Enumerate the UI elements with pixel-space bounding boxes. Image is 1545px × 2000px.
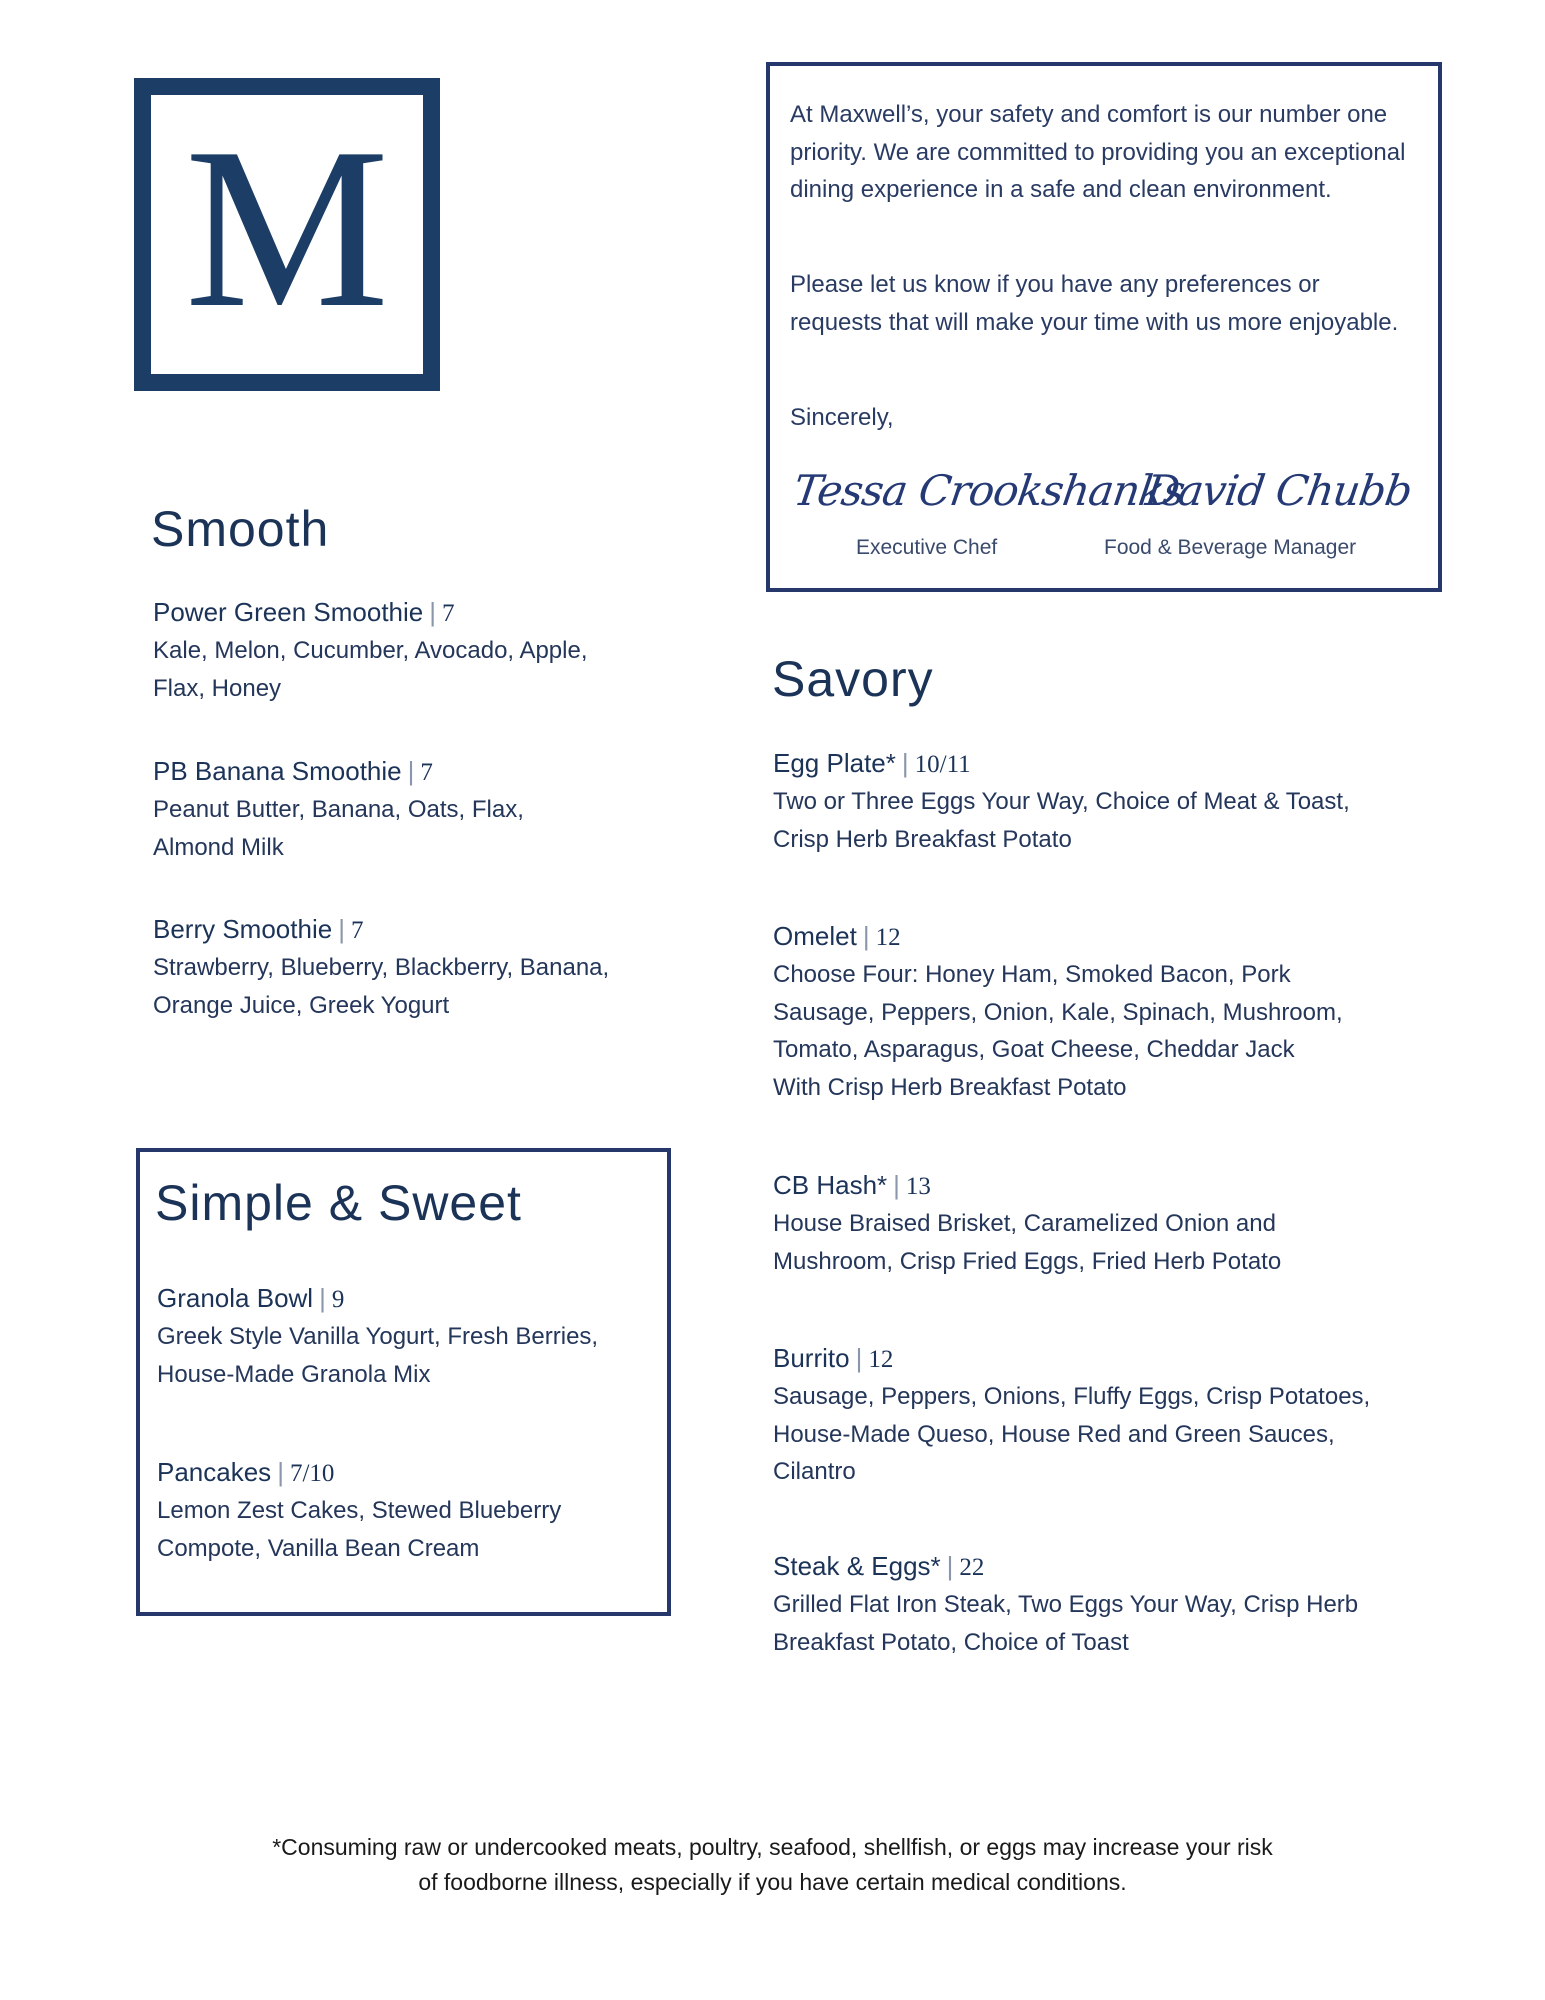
item-desc-line: Crisp Herb Breakfast Potato (773, 825, 1072, 853)
item-price: 7/10 (289, 1460, 335, 1487)
item-desc-line: Two or Three Eggs Your Way, Choice of Meat & Toast, (773, 788, 1350, 815)
item-desc-line: House-Made Queso, House Red and Green Sauces, (773, 1420, 1335, 1448)
food-safety-disclaimer (180, 1830, 1365, 1900)
item-name: PB Banana Smoothie (153, 756, 402, 786)
menu-item: CB Hash* | 13 House Braised Brisket, Caramelized Onion and Mushroom, Crisp Fried Eggs, Fried Herb Potato (773, 1167, 1281, 1280)
menu-item: Pancakes | 7/10 Lemon Zest Cakes, Stewed Blueberry Compote, Vanilla Bean Cream (157, 1454, 561, 1567)
menu-item: Egg Plate* | 10/11 Two or Three Eggs Your Way, Choice of Meat & Toast, Crisp Herb Breakfast Potato (773, 745, 1350, 858)
item-desc-line: Greek Style Vanilla Yogurt, Fresh Berries, (157, 1323, 599, 1350)
item-desc-line: Compote, Vanilla Bean Cream (157, 1534, 480, 1562)
letter-paragraph-2: Please let us know if you have any preferences or requests that will make your time with us more enjoyable. (790, 271, 1399, 336)
signature-chef: Tessa Crookshanks (790, 466, 1188, 515)
item-desc-line: House-Made Granola Mix (157, 1360, 431, 1388)
item-desc-line: Almond Milk (153, 833, 284, 861)
item-price: 13 (905, 1173, 931, 1200)
menu-item: Berry Smoothie | 7 Strawberry, Blueberry, Blackberry, Banana, Orange Juice, Greek Yogurt (153, 911, 609, 1024)
menu-item: Steak & Eggs* | 22 Grilled Flat Iron Steak, Two Eggs Your Way, Crisp Herb Breakfast Potato, Choice of Toast (773, 1548, 1358, 1661)
item-price: 12 (868, 1346, 894, 1373)
menu-item: Power Green Smoothie | 7 Kale, Melon, Cucumber, Avocado, Apple, Flax, Honey (153, 594, 588, 707)
section-heading-simple-sweet: Simple & Sweet (155, 1175, 522, 1231)
item-desc-line: Sausage, Peppers, Onion, Kale, Spinach, Mushroom, (773, 998, 1343, 1026)
item-name: CB Hash* (773, 1170, 888, 1200)
item-name: Granola Bowl (157, 1283, 314, 1313)
simple-sweet-box (136, 1148, 671, 1616)
section-heading-savory: Savory (772, 651, 934, 707)
item-desc-line: Tomato, Asparagus, Goat Cheese, Cheddar Jack (773, 1036, 1295, 1063)
item-price: 7 (350, 917, 364, 944)
item-desc-line: Kale, Melon, Cucumber, Avocado, Apple, (153, 637, 588, 664)
maxwells-logo (134, 78, 440, 391)
item-desc-line: Strawberry, Blueberry, Blackberry, Banana, (153, 954, 610, 981)
item-name: Egg Plate* (773, 748, 896, 778)
letter-closing: Sincerely, (790, 404, 894, 431)
section-heading-smooth: Smooth (151, 501, 330, 557)
item-desc-line: Choose Four: Honey Ham, Smoked Bacon, Pork (773, 961, 1291, 988)
item-price: 10/11 (914, 751, 971, 778)
logo-frame (148, 92, 426, 377)
item-desc-line: Orange Juice, Greek Yogurt (153, 991, 450, 1019)
logo-letter: M (184, 100, 390, 355)
item-desc-line: Peanut Butter, Banana, Oats, Flax, (153, 796, 524, 823)
item-name: Berry Smoothie (153, 914, 333, 944)
item-name: Pancakes (157, 1457, 272, 1487)
item-desc-line: Lemon Zest Cakes, Stewed Blueberry (157, 1497, 562, 1524)
signer-title-chef: Executive Chef (856, 536, 998, 559)
item-desc-line: Grilled Flat Iron Steak, Two Eggs Your Way, Crisp Herb (773, 1591, 1359, 1618)
menu-item: Omelet | 12 Choose Four: Honey Ham, Smoked Bacon, Pork Sausage, Peppers, Onion, Kale, Spinach, Mushroom, Tomato, Asparagus, Goat Cheese, Cheddar Jack With Crisp Herb Breakfast Potato (773, 918, 1343, 1106)
item-price: 22 (959, 1554, 985, 1581)
item-price: 9 (331, 1286, 345, 1313)
menu-item: Granola Bowl | 9 Greek Style Vanilla Yogurt, Fresh Berries, House-Made Granola Mix (157, 1280, 598, 1393)
item-desc-line: Sausage, Peppers, Onions, Fluffy Eggs, Crisp Potatoes, (773, 1383, 1371, 1410)
signer-title-manager: Food & Beverage Manager (1104, 536, 1357, 559)
item-desc-line: Breakfast Potato, Choice of Toast (773, 1628, 1129, 1656)
disclaimer-line-2: of foodborne illness, especially if you have certain medical conditions. (418, 1869, 1127, 1895)
item-desc-line: Flax, Honey (153, 674, 282, 702)
menu-item: Burrito | 12 Sausage, Peppers, Onions, Fluffy Eggs, Crisp Potatoes, House-Made Queso, House Red and Green Sauces, Cilantro (773, 1340, 1370, 1491)
item-desc-line: House Braised Brisket, Caramelized Onion and (773, 1210, 1276, 1237)
welcome-letter (766, 62, 1442, 592)
item-name: Omelet (773, 921, 857, 951)
disclaimer-line-1: *Consuming raw or undercooked meats, poultry, seafood, shellfish, or eggs may increase your risk (272, 1834, 1273, 1860)
item-desc-line: Cilantro (773, 1458, 856, 1485)
letter-paragraph-1: At Maxwell’s, your safety and comfort is our number one priority. We are committed to providing you an exceptional dining experience in a safe and clean environment. (790, 101, 1406, 203)
item-price: 7 (420, 759, 433, 786)
item-name: Power Green Smoothie (153, 597, 424, 627)
item-desc-line: Mushroom, Crisp Fried Eggs, Fried Herb Potato (773, 1247, 1282, 1275)
item-name: Burrito (773, 1343, 850, 1373)
item-desc-line: With Crisp Herb Breakfast Potato (773, 1073, 1127, 1101)
item-name: Steak & Eggs* (773, 1551, 941, 1581)
signature-manager: David Chubb (1142, 466, 1415, 515)
menu-item: PB Banana Smoothie | 7 Peanut Butter, Banana, Oats, Flax, Almond Milk (153, 753, 524, 866)
item-price: 7 (442, 600, 455, 627)
item-price: 12 (875, 924, 901, 951)
